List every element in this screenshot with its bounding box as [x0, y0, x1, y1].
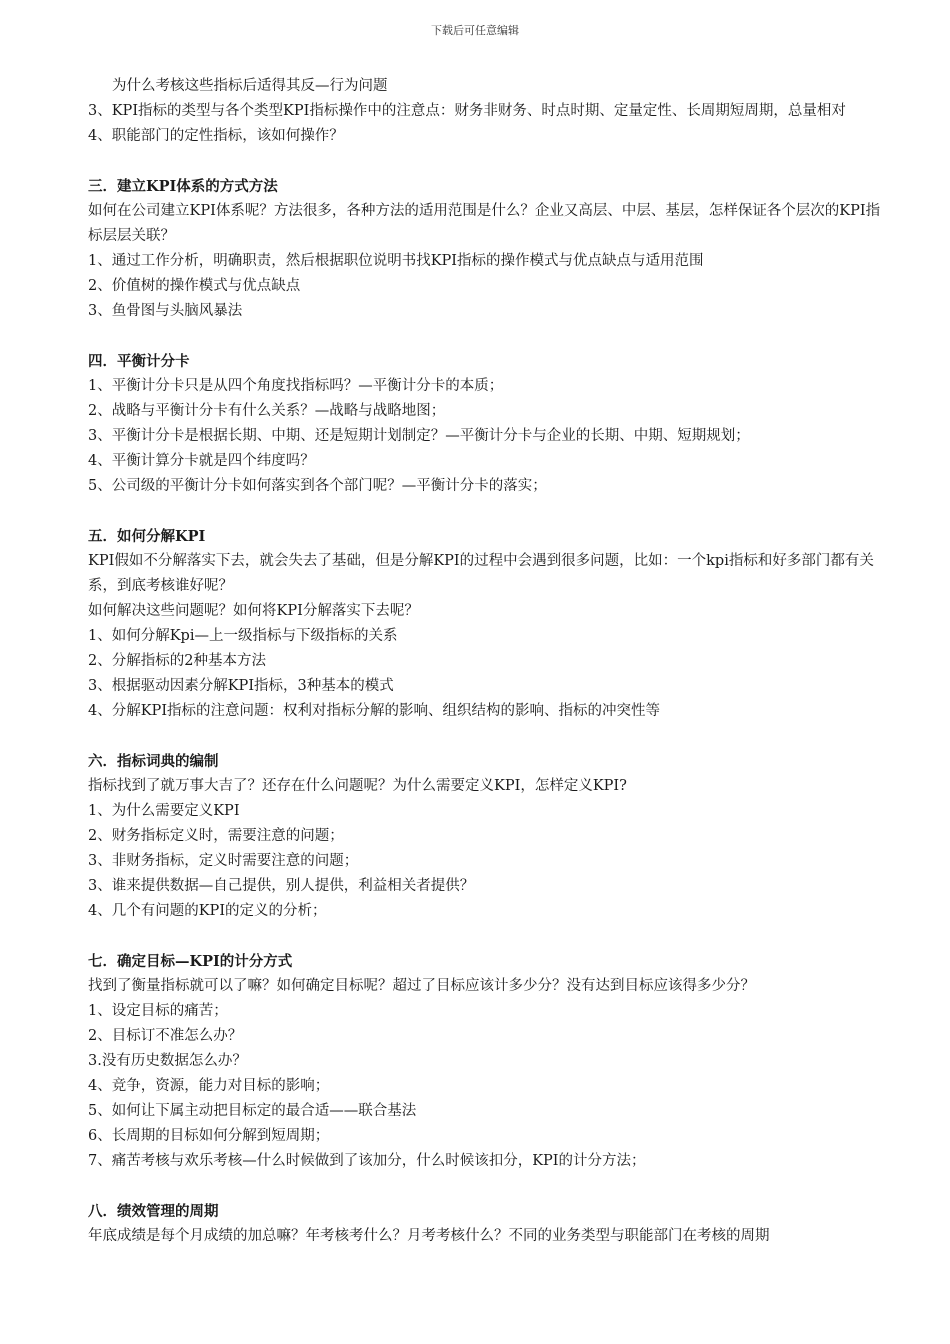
- section-heading: 五．如何分解KPI: [88, 528, 206, 545]
- list-item: 3、非财务指标，定义时需要注意的问题；: [88, 853, 359, 869]
- page-header: 下载后可任意编辑: [431, 24, 519, 37]
- list-item: 年底成绩是每个月成绩的加总嘛？年考核考什么？月考考核什么？不同的业务类型与职能部门在考核的周期: [88, 1228, 770, 1244]
- list-item: 4、平衡计算分卡就是四个纬度吗？: [88, 453, 315, 469]
- list-item: 1、为什么需要定义KPI: [88, 803, 240, 819]
- paragraph: 3、KPI指标的类型与各个类型KPI指标操作中的注意点：财务非财务、时点时期、定量定性、长周期短周期，总量相对: [88, 103, 846, 119]
- section-heading: 七．确定目标—KPI的计分方式: [88, 953, 293, 970]
- list-item: 2、战略与平衡计分卡有什么关系？—战略与战略地图；: [88, 403, 446, 419]
- list-item: 5、公司级的平衡计分卡如何落实到各个部门呢？—平衡计分卡的落实；: [88, 478, 547, 494]
- list-item: 6、长周期的目标如何分解到短周期；: [88, 1128, 330, 1144]
- paragraph: 为什么考核这些指标后适得其反—行为问题: [112, 78, 388, 94]
- list-item: 5、如何让下属主动把目标定的最合适——联合基法: [88, 1103, 417, 1119]
- list-item: 1、如何分解Kpi—上一级指标与下级指标的关系: [88, 628, 398, 644]
- paragraph-spacer: [88, 149, 888, 174]
- paragraph-spacer: [88, 1174, 888, 1199]
- paragraph: 如何在公司建立KPI体系呢？方法很多，各种方法的适用范围是什么？企业又高层、中层、基层，怎样保证各个层次的KPI指标层层关联？: [88, 203, 881, 244]
- list-item: 4、几个有问题的KPI的定义的分析；: [88, 903, 327, 919]
- list-item: 4、职能部门的定性指标，该如何操作？: [88, 128, 344, 144]
- list-item: 3、根据驱动因素分解KPI指标，3种基本的模式: [88, 678, 394, 694]
- document-body: [88, 74, 888, 1249]
- section-heading: 六．指标词典的编制: [88, 753, 219, 770]
- list-item: 2、价值树的操作模式与优点缺点: [88, 278, 301, 294]
- list-item: 1、设定目标的痛苦；: [88, 1003, 228, 1019]
- paragraph-spacer: [88, 724, 888, 749]
- list-item: 2、目标订不准怎么办？: [88, 1028, 243, 1044]
- list-item: 3、鱼骨图与头脑风暴法: [88, 303, 243, 319]
- list-item: 1、平衡计分卡只是从四个角度找指标吗？—平衡计分卡的本质；: [88, 378, 504, 394]
- list-item: 4、竞争，资源，能力对目标的影响；: [88, 1078, 330, 1094]
- section-heading: 三．建立KPI体系的方式方法: [88, 178, 278, 195]
- list-item: 1、通过工作分析，明确职责，然后根据职位说明书找KPI指标的操作模式与优点缺点与适用范围: [88, 253, 704, 269]
- list-item: 7、痛苦考核与欢乐考核—什么时候做到了该加分，什么时候该扣分，KPI的计分方法；: [88, 1153, 646, 1169]
- section-heading: 四．平衡计分卡: [88, 353, 190, 370]
- paragraph-spacer: [88, 324, 888, 349]
- list-item: 如何解决这些问题呢？如何将KPI分解落实下去呢？: [88, 603, 419, 619]
- list-item: 找到了衡量指标就可以了嘛？如何确定目标呢？超过了目标应该计多少分？没有达到目标应该得多少分？: [88, 978, 755, 994]
- paragraph-spacer: [88, 499, 888, 524]
- section-heading: 八．绩效管理的周期: [88, 1203, 219, 1220]
- list-item: 3、平衡计分卡是根据长期、中期、还是短期计划制定？—平衡计分卡与企业的长期、中期、短期规划；: [88, 428, 750, 444]
- list-item: 4、分解KPI指标的注意问题：权利对指标分解的影响、组织结构的影响、指标的冲突性等: [88, 703, 661, 719]
- list-item: 2、财务指标定义时，需要注意的问题；: [88, 828, 344, 844]
- paragraph-spacer: [88, 924, 888, 949]
- list-item: 3.没有历史数据怎么办？: [88, 1053, 247, 1069]
- list-item: 2、分解指标的2种基本方法: [88, 653, 266, 669]
- paragraph: KPI假如不分解落实下去，就会失去了基础，但是分解KPI的过程中会遇到很多问题，比如：一个kpi指标和好多部门都有关系，到底考核谁好呢？: [88, 553, 874, 594]
- list-item: 3、谁来提供数据—自己提供，别人提供，利益相关者提供？: [88, 878, 475, 894]
- list-item: 指标找到了就万事大吉了？还存在什么问题呢？为什么需要定义KPI，怎样定义KPI?: [88, 778, 627, 794]
